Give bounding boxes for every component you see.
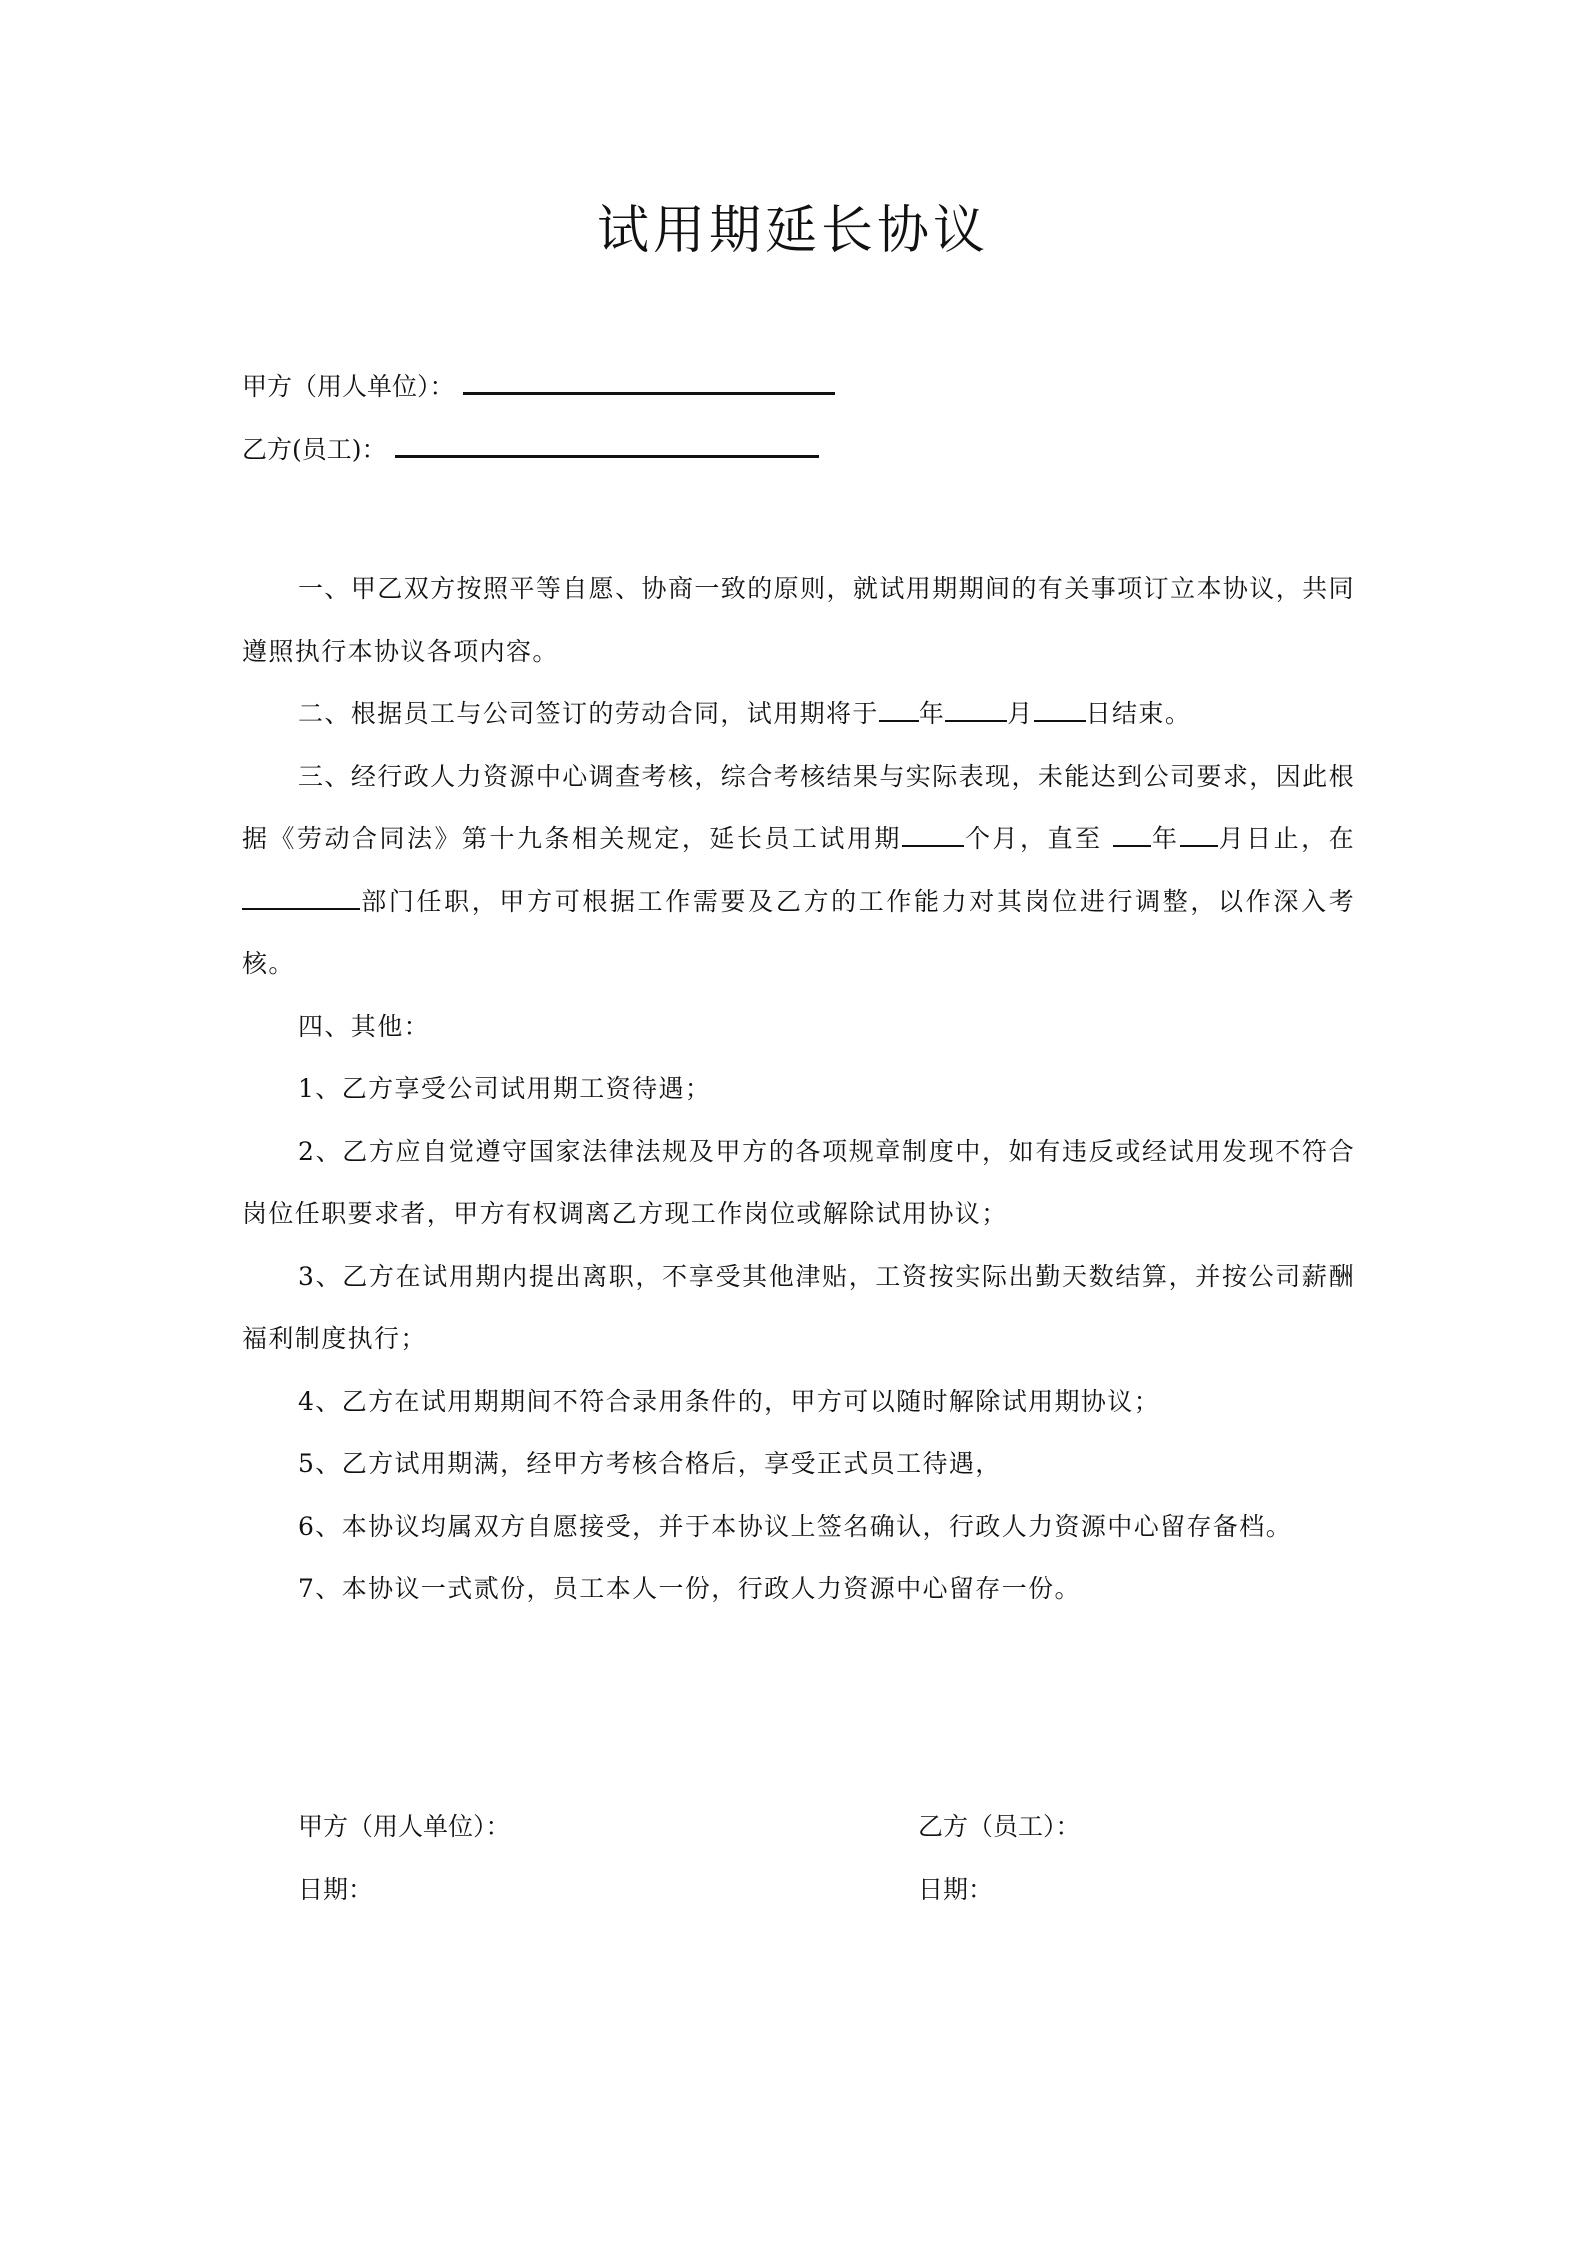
list-item: 3、乙方在试用期内提出离职，不享受其他津贴，工资按实际出勤天数结算，并按公司薪酬福利制度执行； — [242, 1261, 1355, 1353]
clause-3 — [242, 746, 1355, 996]
clause-2-year-label: 年 — [918, 699, 946, 728]
party-b-label: 乙方(员工)： — [242, 435, 387, 464]
party-b-blank[interactable] — [395, 427, 819, 458]
document-body — [242, 558, 1355, 1621]
clause-2-day-blank[interactable] — [1034, 696, 1086, 722]
party-a-label: 甲方（用人单位）： — [242, 372, 455, 401]
list-item: 6、本协议均属双方自愿接受，并于本协议上签名确认，行政人力资源中心留存备档。 — [298, 1511, 1293, 1541]
list-item: 4、乙方在试用期期间不符合录用条件的，甲方可以随时解除试用期协议； — [298, 1386, 1161, 1416]
clause-3-end: 部门任职，甲方可根据工作需要及乙方的工作能力对其岗位进行调整，以作深入考核。 — [242, 886, 1355, 978]
clause-2-end: 日结束。 — [1085, 699, 1192, 728]
list-item: 7、本协议一式贰份，员工本人一份，行政人力资源中心留存一份。 — [298, 1574, 1081, 1603]
party-a-blank[interactable] — [463, 364, 835, 395]
clause-4-heading: 四、其他： — [298, 1011, 431, 1041]
clause-2-month-blank[interactable] — [945, 696, 1007, 722]
list-item: 1、乙方享受公司试用期工资待遇； — [298, 1074, 712, 1103]
clause-3-months-blank[interactable] — [902, 821, 964, 847]
clause-3-month-label: 月 — [1217, 824, 1247, 853]
clause-3-year-blank[interactable] — [1113, 821, 1151, 847]
document-title: 试用期延长协议 — [596, 201, 989, 261]
clause-3-months-label: 个月，直至 — [963, 824, 1113, 853]
clause-3-department-blank[interactable] — [242, 884, 360, 910]
party-b-row — [242, 427, 819, 470]
clause-2 — [242, 683, 1355, 746]
list-item: 5、乙方试用期满，经甲方考核合格后，享受正式员工待遇， — [298, 1449, 1002, 1478]
party-a-row — [242, 364, 835, 407]
clause-3-year-label: 年 — [1150, 824, 1180, 853]
signature-party-b-label: 乙方（员工）： — [918, 1812, 1081, 1841]
list-item: 2、乙方应自觉遵守国家法律法规及甲方的各项规章制度中，如有违反或经试用发现不符合岗位任职要求者，甲方有权调离乙方现工作岗位或解除试用协议； — [242, 1136, 1355, 1228]
signature-party-a-label: 甲方（用人单位）： — [298, 1812, 511, 1841]
signature-date-b-label: 日期： — [918, 1875, 994, 1904]
clause-2-month-label: 月 — [1007, 699, 1034, 728]
clause-3-text: 三、经行政人力资源中心调查考核，综合考核结果与实际表现，未能达到公司要求，因此根据《劳动合同法》第十九条相关规定，延长员工试用期 — [242, 761, 1355, 853]
clause-2-year-blank[interactable] — [879, 696, 919, 722]
clause-3-month-blank[interactable] — [1180, 821, 1218, 847]
signature-date-a-label: 日期： — [298, 1875, 374, 1904]
clause-3-day-label: 日止，在 — [1246, 824, 1355, 853]
clause-2-text: 二、根据员工与公司签订的劳动合同，试用期将于 — [298, 699, 879, 728]
clause-1: 一、甲乙双方按照平等自愿、协商一致的原则，就试用期期间的有关事项订立本协议，共同遵照执行本协议各项内容。 — [242, 574, 1355, 666]
